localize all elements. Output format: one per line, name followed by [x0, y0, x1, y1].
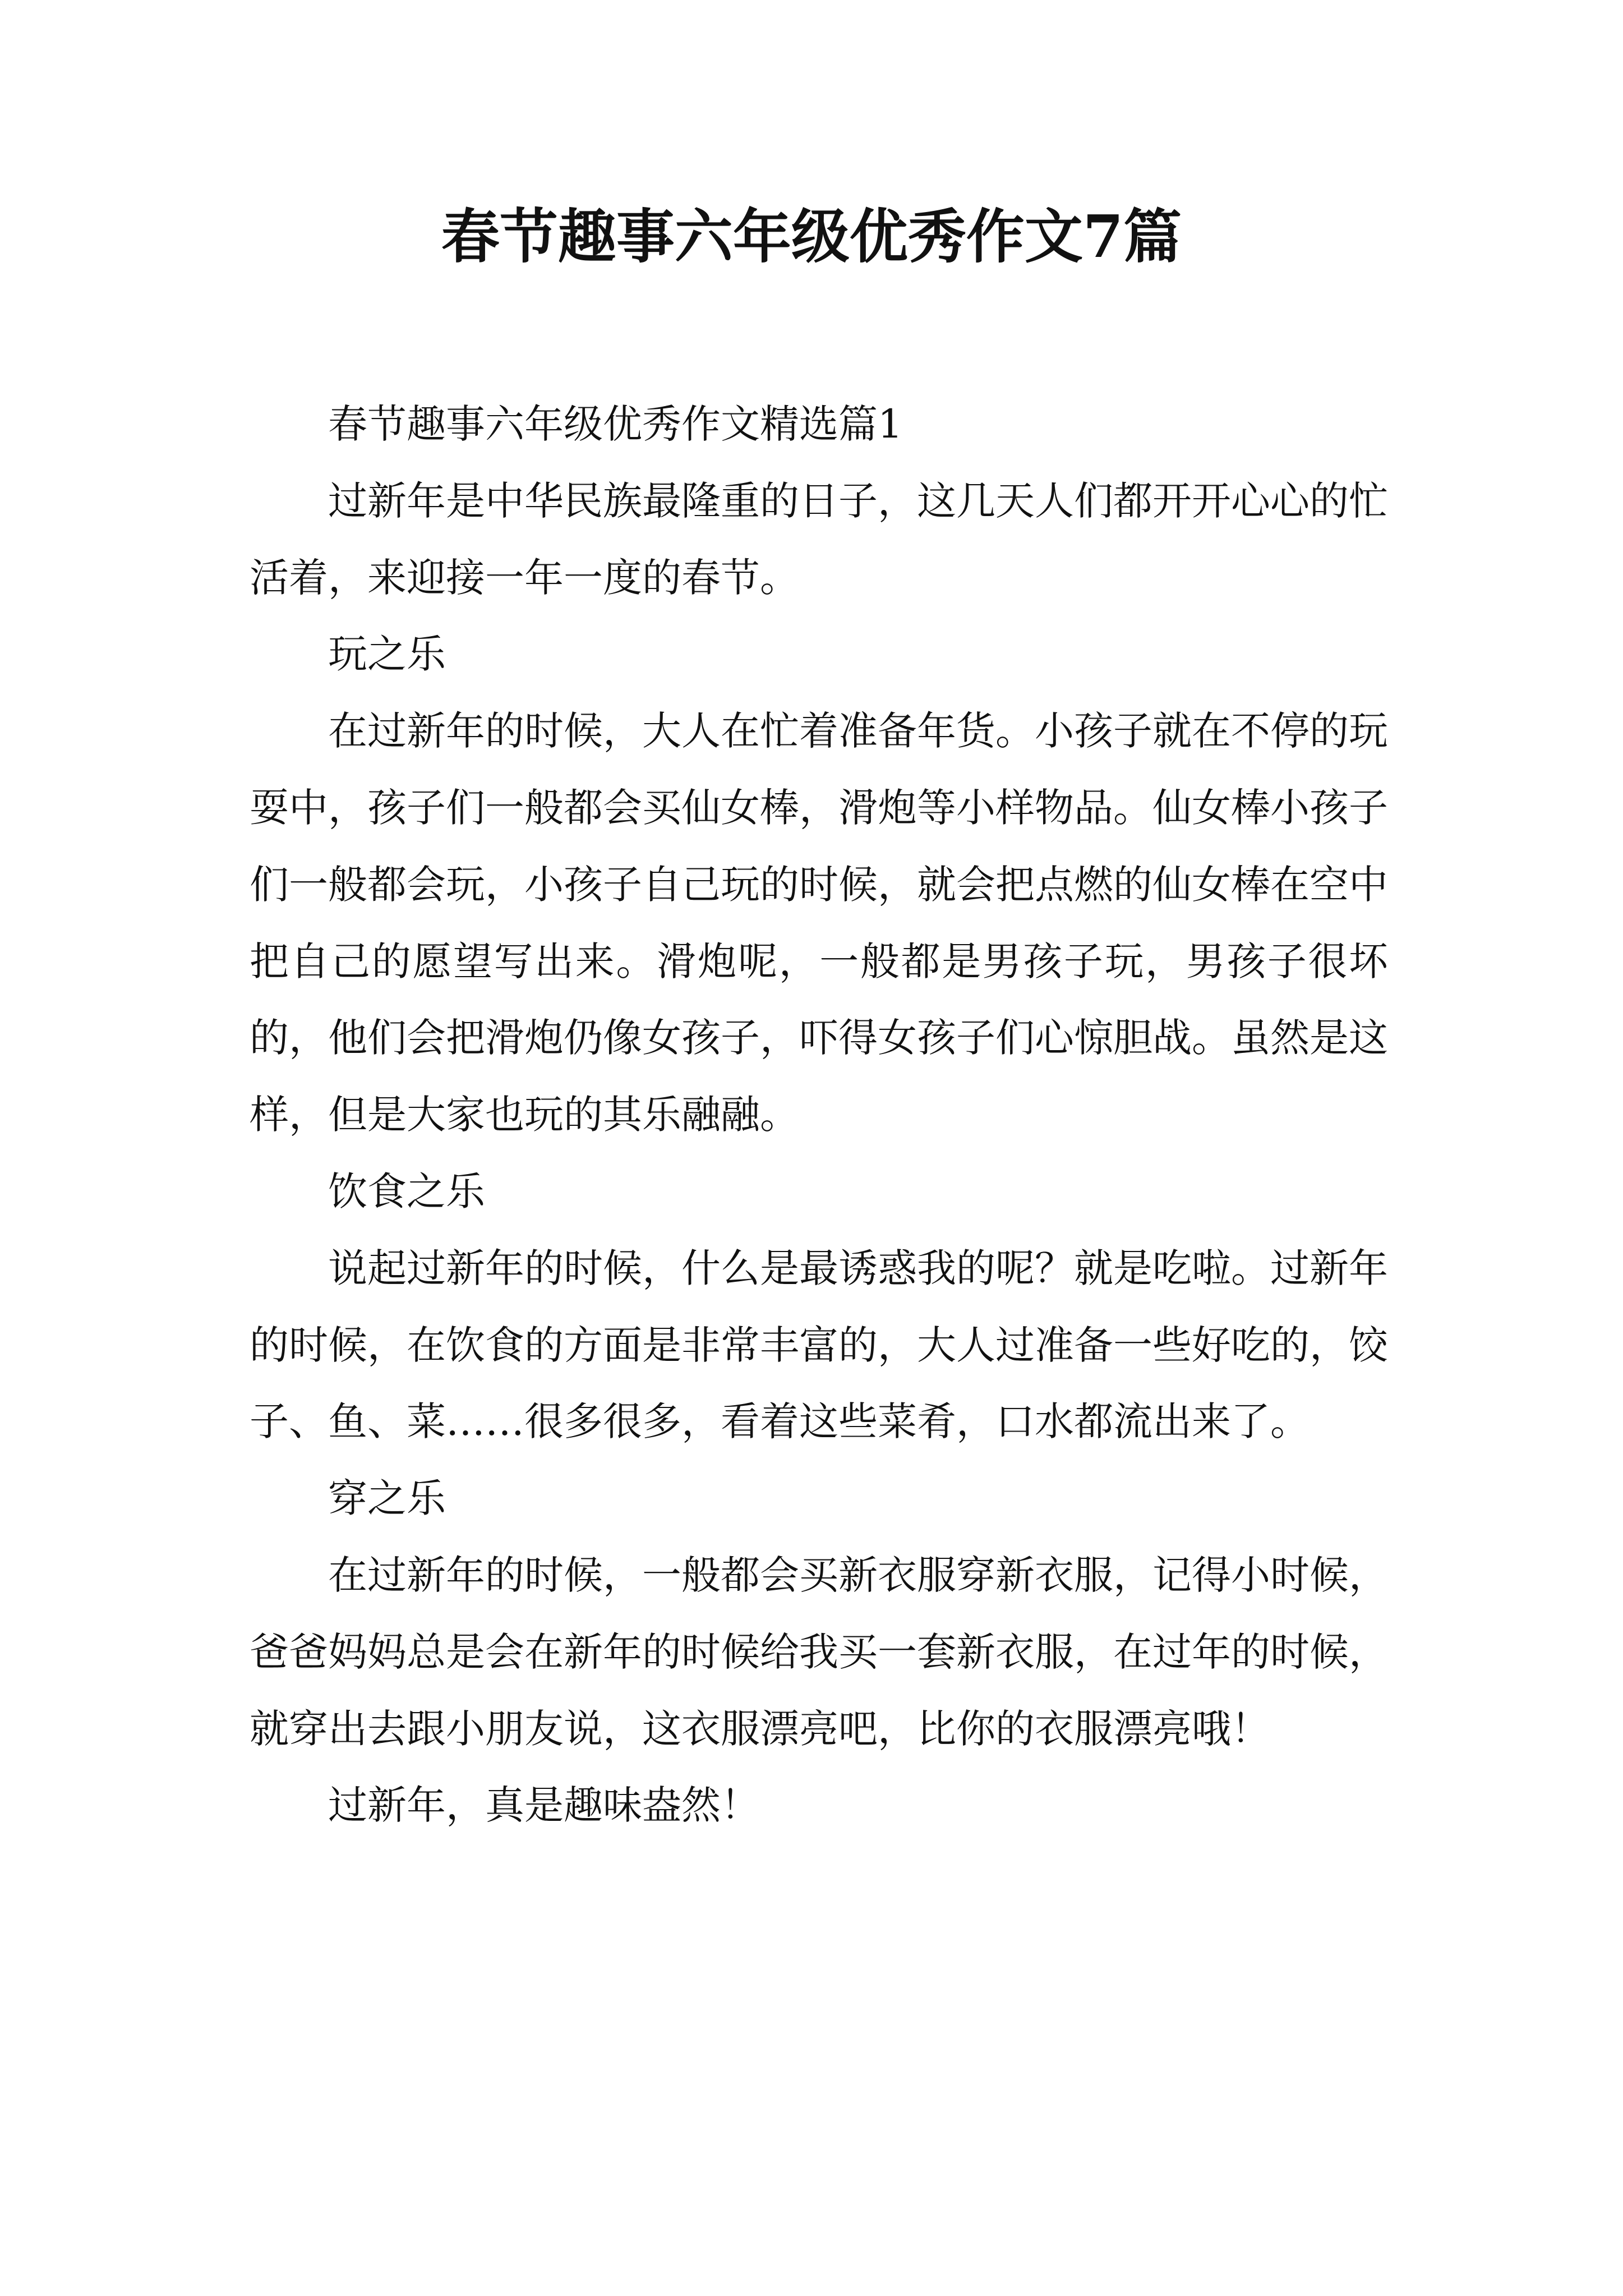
paragraph: 说起过新年的时候，什么是最诱惑我的呢？就是吃啦。过新年的时候，在饮食的方面是非常丰富的，大人过准备一些好吃的，饺子、鱼、菜……很多很多，看着这些菜肴，口水都流出来了。 — [250, 1245, 1388, 1445]
section-heading: 春节趣事六年级优秀作文精选篇1 — [328, 401, 903, 447]
subheading: 饮食之乐 — [328, 1168, 485, 1214]
subheading: 玩之乐 — [328, 631, 446, 678]
document-title: 春节趣事六年级优秀作文7篇 — [441, 202, 1182, 271]
closing-paragraph: 过新年，真是趣味盎然！ — [328, 1782, 760, 1829]
paragraph: 在过新年的时候，大人在忙着准备年货。小孩子就在不停的玩耍中，孩子们一般都会买仙女棒，滑炮等小样物品。仙女棒小孩子们一般都会玩，小孩子自己玩的时候，就会把点燃的仙女棒在空中把自己的愿望写出来。滑炮呢，一般都是男孩子玩，男孩子很坏的，他们会把滑炮仍像女孩子，吓得女孩子们心惊胆战。虽然是这样，但是大家也玩的其乐融融。 — [250, 708, 1388, 1138]
paragraph: 过新年是中华民族最隆重的日子，这几天人们都开开心心的忙活着，来迎接一年一度的春节。 — [250, 477, 1388, 601]
document-body — [250, 386, 1388, 1844]
paragraph: 在过新年的时候，一般都会买新衣服穿新衣服，记得小时候，爸爸妈妈总是会在新年的时候给我买一套新衣服，在过年的时候，就穿出去跟小朋友说，这衣服漂亮吧，比你的衣服漂亮哦！ — [250, 1552, 1388, 1752]
subheading: 穿之乐 — [328, 1475, 446, 1522]
